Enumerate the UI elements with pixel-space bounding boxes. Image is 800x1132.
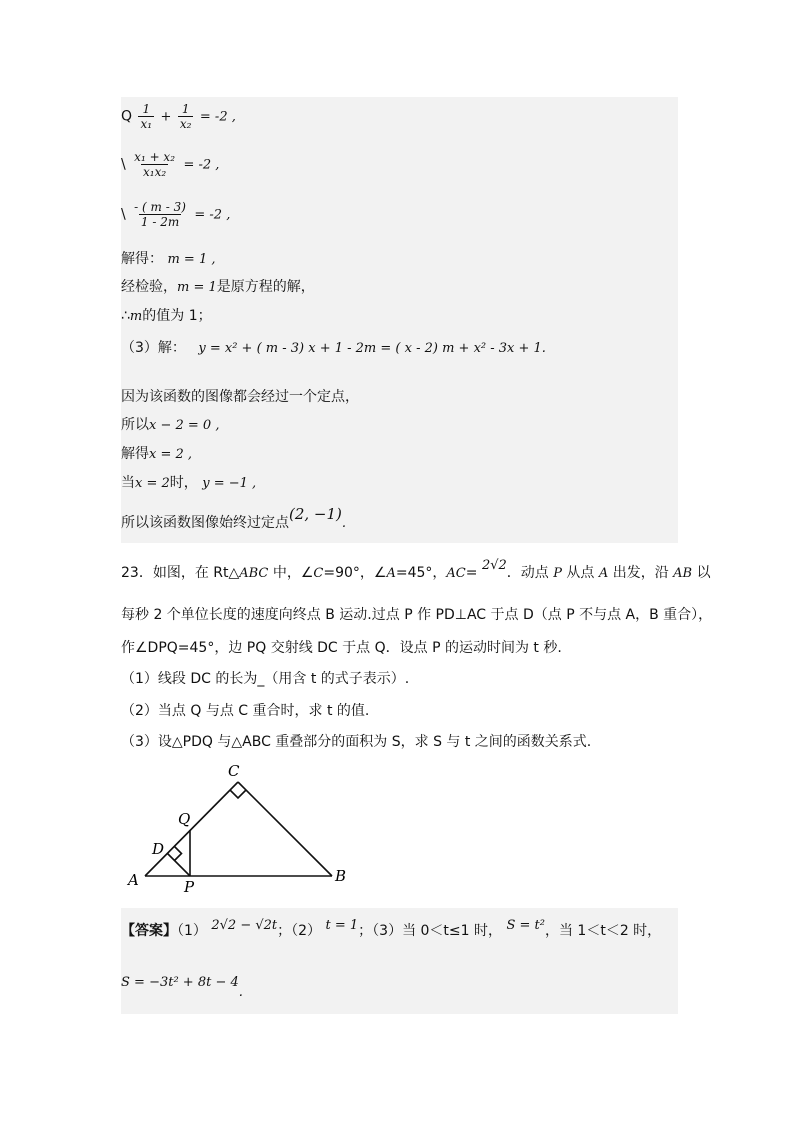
solution-line-10: 解得x = 2 , bbox=[121, 446, 193, 462]
label-c: C bbox=[228, 762, 240, 780]
fraction-sum-over-product: $\frac{\text{x₁ + x₂}}{\text{x₁x₂}}$ bbox=[134, 150, 176, 179]
side-cb bbox=[238, 782, 332, 876]
solution-line-6: ∴m的值为 1； bbox=[121, 308, 212, 324]
solution-line-7: （3）解： y = x² + ( m - 3) x + 1 - 2m = ( x - 2) m + x² - 3x + 1. bbox=[121, 340, 546, 356]
solution-line-3: \ $\frac{- ( m - 3)}{1 - 2m}$ = -2 , bbox=[121, 200, 231, 229]
solution-line-8: 因为该函数的图像都会经过一个定点， bbox=[121, 389, 359, 405]
answer-line-1: 【答案】（1） 2√2 − √2t；（2） t = 1；（3）当 0＜t≤1 时， S = t²，当 1＜t＜2 时， bbox=[121, 918, 662, 939]
label-p: P bbox=[184, 878, 195, 895]
fraction-m-equation: $\frac{- ( m - 3)}{1 - 2m}$ bbox=[134, 200, 186, 229]
triangle-figure bbox=[120, 760, 360, 895]
solution-line-9: 所以x − 2 = 0 , bbox=[121, 417, 220, 433]
fraction-1-over-x2: $\frac{1}{\text{x₂}}$ bbox=[179, 102, 192, 131]
problem-line-3: 作∠DPQ=45°，边 PQ 交射线 DC 于点 Q．设点 P 的运动时间为 t 秒. bbox=[121, 640, 562, 656]
label-a: A bbox=[128, 871, 139, 889]
question-3: （3）设△PDQ 与△ABC 重叠部分的面积为 S，求 S 与 t 之间的函数关系式. bbox=[121, 734, 592, 750]
problem-line-2: 每秒 2 个单位长度的速度向终点 B 运动.过点 P 作 PD⊥AC 于点 D（点 P 不与点 A，B 重合）， bbox=[121, 607, 713, 623]
label-q: Q bbox=[178, 810, 191, 828]
answer-line-2: S = −3t² + 8t − 4. bbox=[121, 975, 243, 1000]
right-angle-mark-d bbox=[175, 847, 182, 861]
question-1: （1）线段 DC 的长为_（用含 t 的式子表示）. bbox=[121, 671, 410, 687]
question-2: （2）当点 Q 与点 C 重合时，求 t 的值. bbox=[121, 703, 370, 719]
solution-line-4: 解得： m = 1 , bbox=[121, 251, 216, 267]
label-d: D bbox=[152, 840, 165, 858]
right-angle-mark-c bbox=[230, 790, 246, 798]
solution-line-1: Q $\frac{1}{\text{x₁}}$ + $\frac{1}{\text{x₂}}$ = -2 , bbox=[121, 102, 236, 131]
solution-line-11: 当x = 2时， y = −1 , bbox=[121, 475, 257, 491]
solution-line-2: \ $\frac{\text{x₁ + x₂}}{\text{x₁x₂}}$ = -2 , bbox=[121, 150, 220, 179]
answer-tag: 【答案】 bbox=[121, 923, 177, 939]
label-b: B bbox=[335, 867, 347, 885]
solution-line-5: 经检验，m = 1是原方程的解， bbox=[121, 279, 315, 295]
solution-line-12: 所以该函数图像始终过定点(2, −1). bbox=[121, 505, 347, 531]
fraction-1-over-x1: $\frac{1}{\text{x₁}}$ bbox=[140, 102, 153, 131]
side-ac bbox=[145, 782, 238, 876]
problem-line-1: 23．如图，在 Rt△ABC 中，∠C=90°，∠A=45°，AC= 2√2．动点 P 从点 A 出发，沿 AB 以 bbox=[121, 558, 711, 581]
